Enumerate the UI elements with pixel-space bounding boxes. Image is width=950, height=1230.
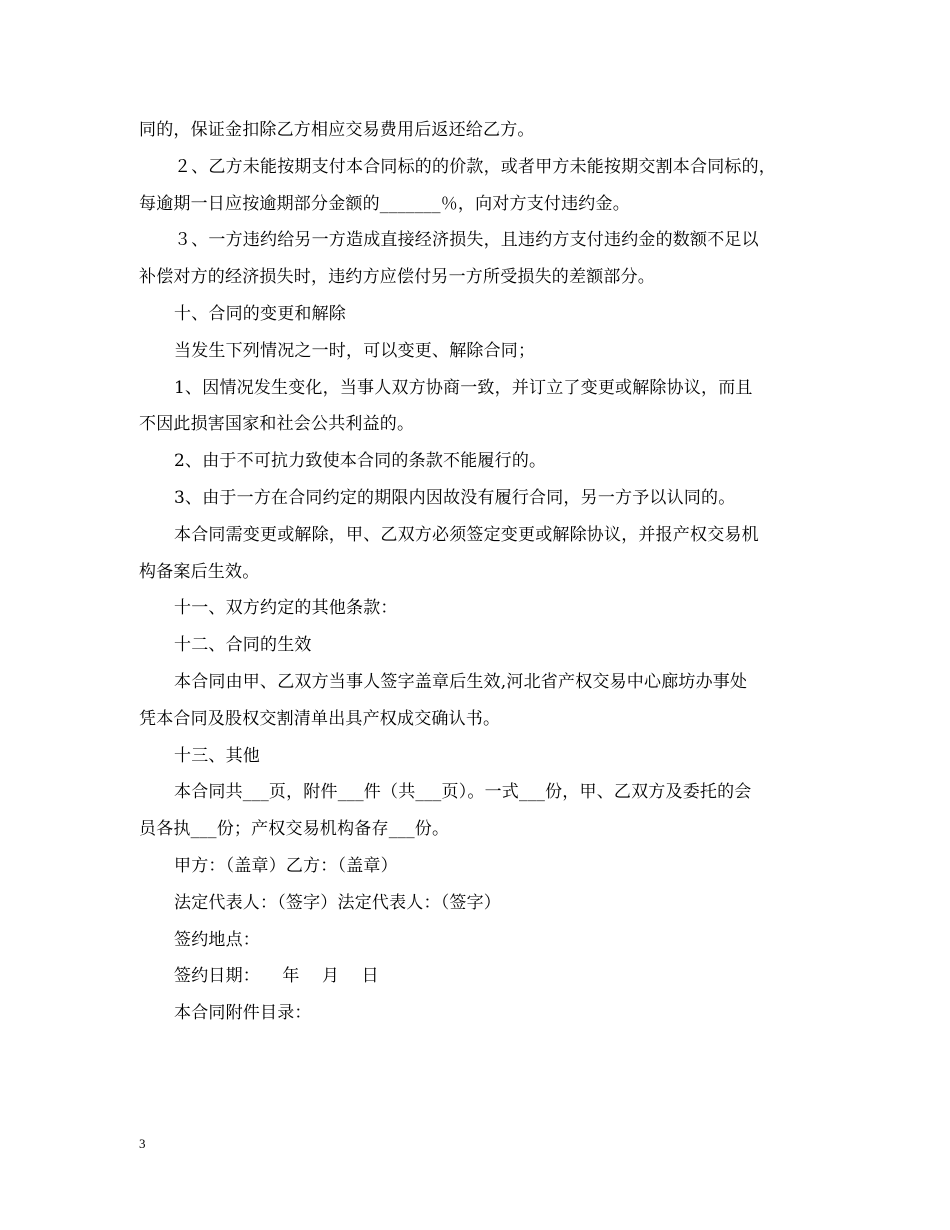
section-heading-12: 十二、合同的生效 [174, 635, 312, 656]
paragraph-line: ３、一方违约给另一方造成直接经济损失，且违约方支付违约金的数额不足以 [174, 230, 759, 251]
paragraph-line: 3、由于一方在合同约定的期限内因故没有履行合同，另一方予以认同的。 [174, 487, 736, 508]
party-seal-line: 甲方：（盖章）乙方：（盖章） [174, 855, 398, 876]
paragraph-line: 员各执___份；产权交易机构备存___份。 [139, 819, 450, 840]
paragraph-line: 每逾期一日应按逾期部分金额的_______％，向对方支付违约金。 [139, 193, 630, 214]
paragraph-line: 1、因情况发生变化，当事人双方协商一致，并订立了变更或解除协议，而且 [174, 377, 753, 398]
signing-date-line: 签约日期： 年 月 日 [174, 966, 379, 987]
paragraph-line: 本合同需变更或解除，甲、乙双方必须签定变更或解除协议，并报产权交易机 [174, 524, 759, 545]
paragraph-line: 凭本合同及股权交割清单出具产权成交确认书。 [139, 708, 501, 729]
paragraph-line: 不因此损害国家和社会公共利益的。 [139, 414, 415, 435]
contract-body [139, 112, 819, 1032]
attachment-list-line: 本合同附件目录： [174, 1003, 312, 1024]
section-heading-11: 十一、双方约定的其他条款： [174, 598, 398, 619]
paragraph-line: 补偿对方的经济损失时，违约方应偿付另一方所受损失的差额部分。 [139, 267, 655, 288]
paragraph-line: 本合同由甲、乙双方当事人签字盖章后生效,河北省产权交易中心廊坊办事处 [174, 671, 748, 692]
representative-signature-line: 法定代表人：（签字）法定代表人：（签字） [174, 892, 501, 913]
paragraph-line: 本合同共___页，附件___件（共___页）。一式___份，甲、乙双方及委托的会 [174, 782, 752, 803]
paragraph-line: 当发生下列情况之一时，可以变更、解除合同； [174, 340, 536, 361]
paragraph-line: 同的，保证金扣除乙方相应交易费用后返还给乙方。 [139, 120, 535, 140]
section-heading-13: 十三、其他 [174, 745, 260, 766]
signing-place-line: 签约地点： [174, 929, 260, 950]
paragraph-line: ２、乙方未能按期支付本合同标的的价款，或者甲方未能按期交割本合同标的， [174, 156, 776, 177]
section-heading-10: 十、合同的变更和解除 [174, 303, 346, 324]
paragraph-line: 构备案后生效。 [139, 561, 260, 582]
paragraph-line: 2、由于不可抗力致使本合同的条款不能履行的。 [174, 451, 547, 472]
page-number: 3 [139, 1136, 146, 1151]
